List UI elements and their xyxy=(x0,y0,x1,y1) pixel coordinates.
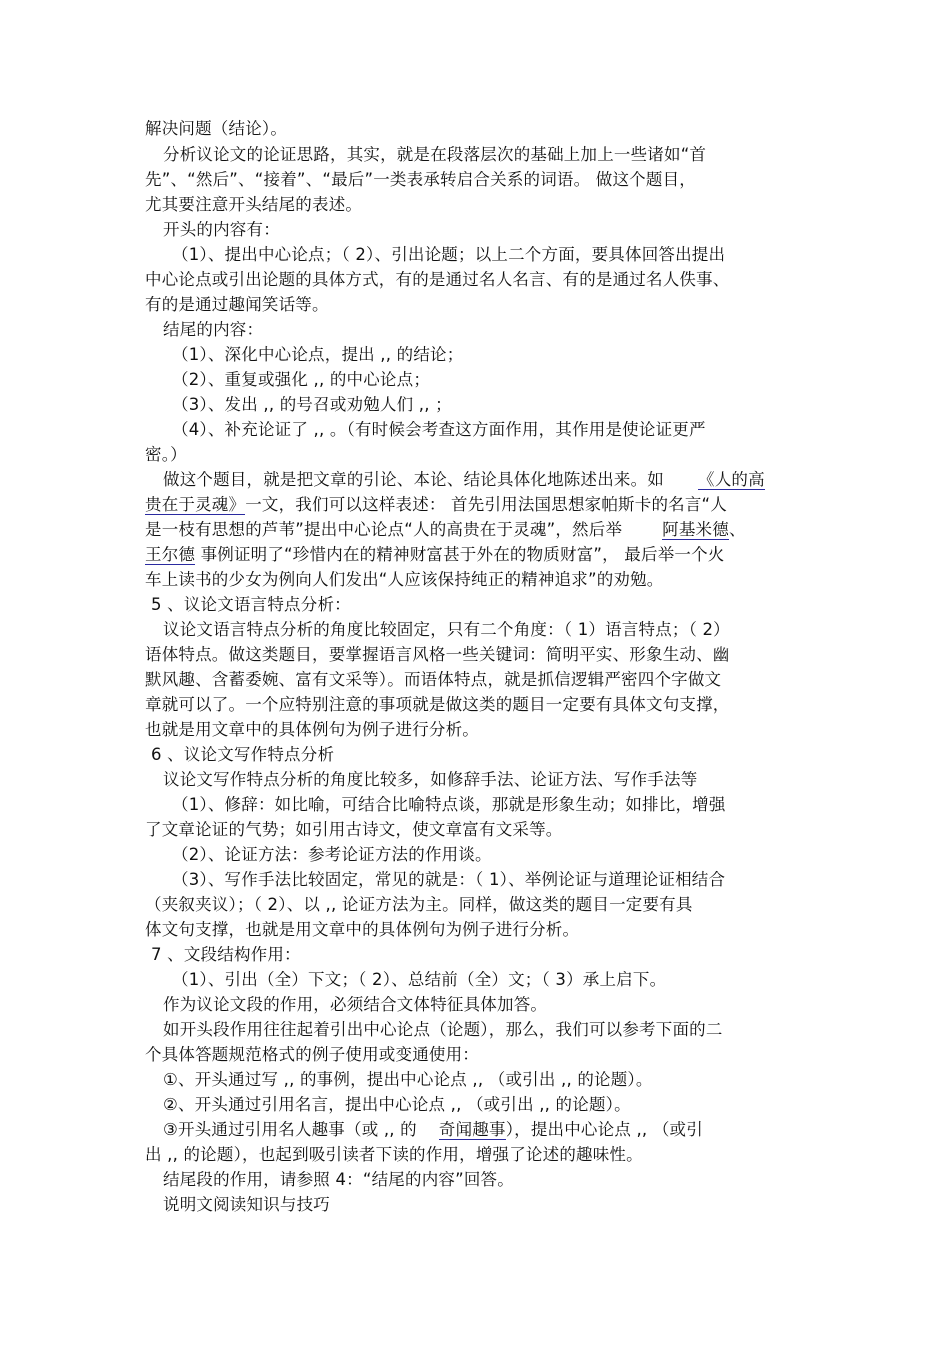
list-item xyxy=(163,1118,703,1142)
paragraph-line: 如开头段作用往往起着引出中心论点（论题），那么，我们可以参考下面的二 xyxy=(163,1020,723,1039)
name-link-wilde[interactable]: 王尔德 xyxy=(145,545,196,564)
section-heading: 6 、议论文写作特点分析 xyxy=(151,745,335,764)
paragraph-line: 议论文写作特点分析的角度比较多，如修辞手法、论证方法、写作手法等 xyxy=(163,770,698,789)
section-heading: 7 、文段结构作用： xyxy=(151,945,301,964)
paragraph-line: 章就可以了。一个应特别注意的事项就是做这类的题目一定要有具体文句支撑， xyxy=(145,695,730,714)
list-item: （4）、补充论证了 ,, 。（有时候会考查这方面作用，其作用是使论证更严 xyxy=(172,420,706,439)
paragraph-line xyxy=(145,493,727,517)
paragraph-line xyxy=(163,468,765,492)
section-heading: 开头的内容有： xyxy=(163,220,280,239)
section-heading: 结尾的内容： xyxy=(163,320,264,339)
paragraph-line: 了文章论证的气势；如引用古诗文，使文章富有文采等。 xyxy=(145,820,563,839)
text-run: ），提出中心论点 ,, （或引 xyxy=(505,1120,703,1139)
paragraph-line: （1）、提出中心论点；（ 2）、引出论题；以上二个方面，要具体回答出提出 xyxy=(172,245,726,264)
paragraph-line: 结尾段的作用，请参照 4：“结尾的内容”回答。 xyxy=(163,1170,514,1189)
list-item: （1）、修辞：如比喻，可结合比喻特点谈，那就是形象生动；如排比，增强 xyxy=(172,795,726,814)
article-title-link[interactable]: 《人的高 xyxy=(698,470,765,489)
list-item: （3）、发出 ,, 的号召或劝勉人们 ,, ； xyxy=(172,395,452,414)
paragraph-line: 中心论点或引出论题的具体方式，有的是通过名人名言、有的是通过名人佚事、 xyxy=(145,270,730,289)
list-item: ①、开头通过写 ,, 的事例，提出中心论点 ,, （或引出 ,, 的论题）。 xyxy=(163,1070,653,1089)
list-item: （3）、写作手法比较固定，常见的就是：（ 1）、举例论证与道理论证相结合 xyxy=(172,870,726,889)
paragraph-line: 出 ,, 的论题），也起到吸引读者下读的作用，增强了论述的趣味性。 xyxy=(145,1145,643,1164)
paragraph-line: 密。） xyxy=(145,445,187,464)
paragraph-line xyxy=(145,543,725,567)
paragraph-line: 个具体答题规范格式的例子使用或变通使用： xyxy=(145,1045,479,1064)
name-link-archimedes[interactable]: 阿基米德 xyxy=(662,520,729,539)
text-run: 事例证明了“珍惜内在的精神财富甚于外在的物质财富”， 最后举一个火 xyxy=(200,545,725,564)
list-item: （1）、引出（全）下文；（ 2）、总结前（全）文；（ 3）承上启下。 xyxy=(172,970,667,989)
section-heading: 说明文阅读知识与技巧 xyxy=(163,1195,330,1214)
text-run: 、 xyxy=(728,520,746,539)
text-run: ③开头通过引用名人趣事（或 ,, 的 xyxy=(163,1120,417,1139)
list-item: （1）、深化中心论点，提出 ,, 的结论； xyxy=(172,345,464,364)
paragraph-line: 分析议论文的论证思路，其实，就是在段落层次的基础上加上一些诸如“首 xyxy=(163,145,707,164)
article-title-link[interactable]: 贵在于灵魂》 xyxy=(145,495,246,514)
paragraph-line: 车上读书的少女为例向人们发出“人应该保持纯正的精神追求”的劝勉。 xyxy=(145,570,664,589)
paragraph-line: 体文句支撑，也就是用文章中的具体例句为例子进行分析。 xyxy=(145,920,580,939)
paragraph-line: 解决问题（结论）。 xyxy=(145,119,288,138)
paragraph-line: 尤其要注意开头结尾的表述。 xyxy=(145,195,363,214)
paragraph-line xyxy=(145,518,746,542)
paragraph-line: （夹叙夹议）；（ 2）、以 ,, 论证方法为主。同样，做这类的题目一定要有具 xyxy=(145,895,693,914)
list-item: ②、开头通过引用名言，提出中心论点 ,, （或引出 ,, 的论题）。 xyxy=(163,1095,631,1114)
text-run: 是一枝有思想的芦苇”提出中心论点“人的高贵在于灵魂”，然后举 xyxy=(145,520,623,539)
text-run: 做这个题目，就是把文章的引论、本论、结论具体化地陈述出来。如 xyxy=(163,470,664,489)
paragraph-line: 语体特点。做这类题目，要掌握语言风格一些关键词：简明平实、形象生动、幽 xyxy=(145,645,730,664)
anecdote-link[interactable]: 奇闻趣事 xyxy=(438,1120,506,1139)
paragraph-line: 有的是通过趣闻笑话等。 xyxy=(145,295,329,314)
list-item: （2）、论证方法：参考论证方法的作用谈。 xyxy=(172,845,492,864)
section-heading: 5 、议论文语言特点分析： xyxy=(151,595,351,614)
text-run: 一文，我们可以这样表述： 首先引用法国思想家帕斯卡的名言“人 xyxy=(245,495,727,514)
paragraph-line: 议论文语言特点分析的角度比较固定，只有二个角度：（ 1）语言特点；（ 2） xyxy=(163,620,730,639)
paragraph-line: 作为议论文段的作用，必须结合文体特征具体加答。 xyxy=(163,995,548,1014)
paragraph-line: 默风趣、含蓄委婉、富有文采等）。而语体特点，就是抓信逻辑严密四个字做文 xyxy=(145,670,722,689)
paragraph-line: 先”、“然后”、“接着”、“最后”一类表承转启合关系的词语。 做这个题目， xyxy=(145,170,696,189)
list-item: （2）、重复或强化 ,, 的中心论点； xyxy=(172,370,431,389)
paragraph-line: 也就是用文章中的具体例句为例子进行分析。 xyxy=(145,720,479,739)
